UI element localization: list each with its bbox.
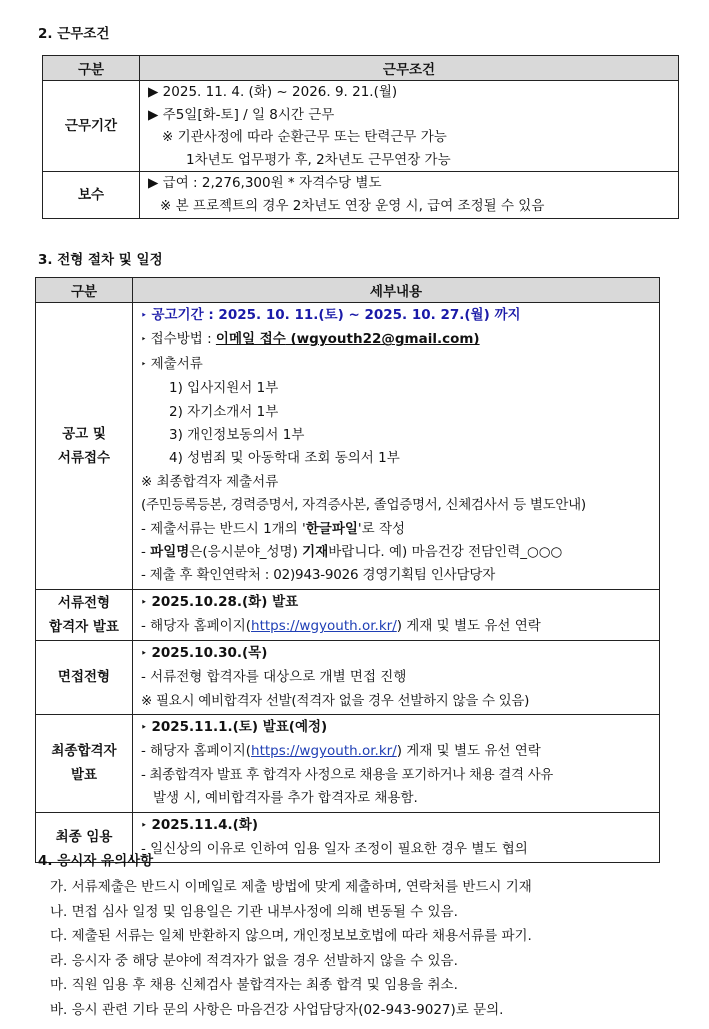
final-result-line: - 최종합격자 발표 후 합격자 사정으로 채용을 포기하거나 채용 결격 사유 <box>141 766 553 783</box>
table-header-row <box>36 278 660 303</box>
notice-period-text: 공고기간 : 2025. 10. 11.(토) ~ 2025. 10. 27.(월) 까지 <box>151 307 521 323</box>
row-label-interview: 면접전형 <box>36 640 133 714</box>
list-item: 나. 면접 심사 일정 및 임용일은 기관 내부사정에 의해 변동될 수 있음. <box>50 903 458 920</box>
list-item: 바. 응시 관련 기타 문의 사항은 마음건강 사업담당자(02-943-9027)로 문의. <box>50 1001 504 1018</box>
section2-title: 2. 근무조건 <box>38 26 110 42</box>
table-row <box>36 640 660 714</box>
table-row <box>36 714 660 812</box>
doc-result-date <box>141 591 659 615</box>
period-line: ▶ 2025. 11. 4. (화) ~ 2026. 9. 21.(월) <box>148 84 398 100</box>
pay-label: 보수 <box>43 172 140 219</box>
header-conditions: 근무조건 <box>140 56 679 81</box>
label-line: 최종합격자 <box>51 743 117 760</box>
bullet-icon: ‣ <box>141 311 147 321</box>
doc-item: 1) 입사지원서 1부 <box>169 380 279 397</box>
period-line: 1차년도 업무평가 후, 2차년도 근무연장 가능 <box>186 151 451 168</box>
bullet-icon: ‣ <box>141 597 147 608</box>
row-content-appointment <box>133 812 660 863</box>
doc-item: 2) 자기소개서 1부 <box>169 403 279 420</box>
period-content <box>140 81 679 172</box>
notice-period <box>141 304 659 328</box>
homepage-link[interactable]: https://wgyouth.or.kr/ <box>251 618 397 635</box>
apply-method-prefix: 접수방법 : <box>150 331 216 348</box>
final-result-notice <box>141 740 659 763</box>
pay-content <box>140 172 679 219</box>
final-docs-detail: (주민등록등본, 경력증명서, 자격증사본, 졸업증명서, 신체검사서 등 별도안내) <box>141 497 586 514</box>
label-line: 공고 및 <box>62 425 106 442</box>
note-emphasis: 한글파일 <box>305 520 358 537</box>
row-content-notice <box>133 303 660 590</box>
label-line: 발표 <box>70 767 98 784</box>
list-item: 라. 응시자 중 해당 분야에 적격자가 없을 경우 선발하지 않을 수 있음. <box>50 952 458 969</box>
note-text: - <box>141 544 151 561</box>
note-hwp <box>141 518 659 541</box>
note-text: '로 작성 <box>357 520 406 537</box>
table-row <box>36 589 660 640</box>
note-text: ) 게재 및 별도 유선 연락 <box>396 618 541 635</box>
header-category: 구분 <box>36 278 133 303</box>
note-emphasis: 파일명 <box>150 544 190 561</box>
interview-date <box>141 642 659 666</box>
header-category: 구분 <box>43 56 140 81</box>
note-text: 은(응시분야_성명) <box>189 544 303 561</box>
table-header-row <box>43 56 679 81</box>
doc-result-notice <box>141 615 659 638</box>
period-line: ※ 기관사정에 따라 순환근무 또는 탄력근무 가능 <box>162 129 447 145</box>
selection-schedule-table <box>35 277 660 863</box>
row-label-final-result <box>36 714 133 812</box>
bullet-icon: ‣ <box>141 359 147 370</box>
apply-method-email: 이메일 접수 <box>215 331 286 348</box>
final-result-line: 발생 시, 예비합격자를 추가 합격자로 채용함. <box>153 790 418 807</box>
pay-line: ▶ 급여 : 2,276,300원 * 자격수당 별도 <box>148 175 382 191</box>
list-item: 마. 직원 임용 후 채용 신체검사 불합격자는 최종 합격 및 임용을 취소. <box>50 977 458 994</box>
appointment-line: - 일신상의 이유로 인하여 임용 일자 조정이 필요한 경우 별도 협의 <box>141 840 528 857</box>
period-line: ▶ 주5일[화-토] / 일 8시간 근무 <box>148 106 335 123</box>
doc-item: 4) 성범죄 및 아동학대 조회 동의서 1부 <box>169 450 400 467</box>
row-label-appointment: 최종 임용 <box>36 812 133 863</box>
date-text: 2025.11.1.(토) 발표(예정) <box>151 718 328 735</box>
header-details: 세부내용 <box>133 278 660 303</box>
interview-line: ※ 필요시 예비합격자 선발(적격자 없을 경우 선발하지 않을 수 있음) <box>141 692 530 709</box>
label-line: 합격자 발표 <box>49 618 119 635</box>
section3-title: 3. 전형 절차 및 일정 <box>38 252 163 268</box>
date-text: 2025.10.30.(목) <box>151 644 268 661</box>
row-content-final-result <box>133 714 660 812</box>
bullet-icon: ‣ <box>141 722 147 733</box>
bullet-icon: ‣ <box>141 648 147 659</box>
note-text: - 해당자 홈페이지( <box>141 618 252 635</box>
homepage-link[interactable]: https://wgyouth.or.kr/ <box>251 743 397 760</box>
apply-email-address[interactable]: (wgyouth22@gmail.com) <box>285 331 480 348</box>
table-row <box>36 303 660 590</box>
row-content-doc-result <box>133 589 660 640</box>
note-text: 바랍니다. 예) 마음건강 전담인력_○○○ <box>328 544 563 561</box>
period-label: 근무기간 <box>43 81 140 172</box>
label-line: 서류전형 <box>57 594 111 611</box>
final-result-date <box>141 716 659 740</box>
apply-method <box>141 328 659 352</box>
row-label-doc-result <box>36 589 133 640</box>
bullet-icon: ‣ <box>141 335 147 346</box>
label-line: 서류접수 <box>57 449 111 466</box>
applicant-notes-list <box>50 875 532 1023</box>
note-text: - 제출서류는 반드시 1개의 ' <box>141 520 306 537</box>
docs-heading-text: 제출서류 <box>150 355 203 372</box>
final-docs-heading: ※ 최종합격자 제출서류 <box>141 473 279 490</box>
pay-line: ※ 본 프로젝트의 경우 2차년도 연장 운영 시, 급여 조정될 수 있음 <box>160 198 545 214</box>
work-conditions-table <box>42 55 679 219</box>
note-filename <box>141 541 659 564</box>
table-row <box>43 172 679 219</box>
section4-title: 4. 응시자 유의사항 <box>38 853 154 869</box>
docs-heading <box>141 353 659 377</box>
interview-line: - 서류전형 합격자를 대상으로 개별 면접 진행 <box>141 669 407 686</box>
table-row <box>43 81 679 172</box>
note-contact: - 제출 후 확인연락처 : 02)943-9026 경영기획팀 인사담당자 <box>141 567 496 584</box>
row-content-interview <box>133 640 660 714</box>
appointment-date <box>141 814 659 838</box>
note-text: - 해당자 홈페이지( <box>141 743 252 760</box>
doc-item: 3) 개인정보동의서 1부 <box>169 427 305 444</box>
date-text: 2025.10.28.(화) 발표 <box>151 593 299 610</box>
list-item: 가. 서류제출은 반드시 이메일로 제출 방법에 맞게 제출하며, 연락처를 반드시 기재 <box>50 879 532 895</box>
row-label-notice <box>36 303 133 590</box>
list-item: 다. 제출된 서류는 일체 반환하지 않으며, 개인정보보호법에 따라 채용서류를 파기. <box>50 928 532 945</box>
date-text: 2025.11.4.(화) <box>151 816 258 833</box>
note-text: ) 게재 및 별도 유선 연락 <box>396 743 541 760</box>
note-emphasis: 기재 <box>302 544 329 561</box>
bullet-icon: ‣ <box>141 820 147 831</box>
